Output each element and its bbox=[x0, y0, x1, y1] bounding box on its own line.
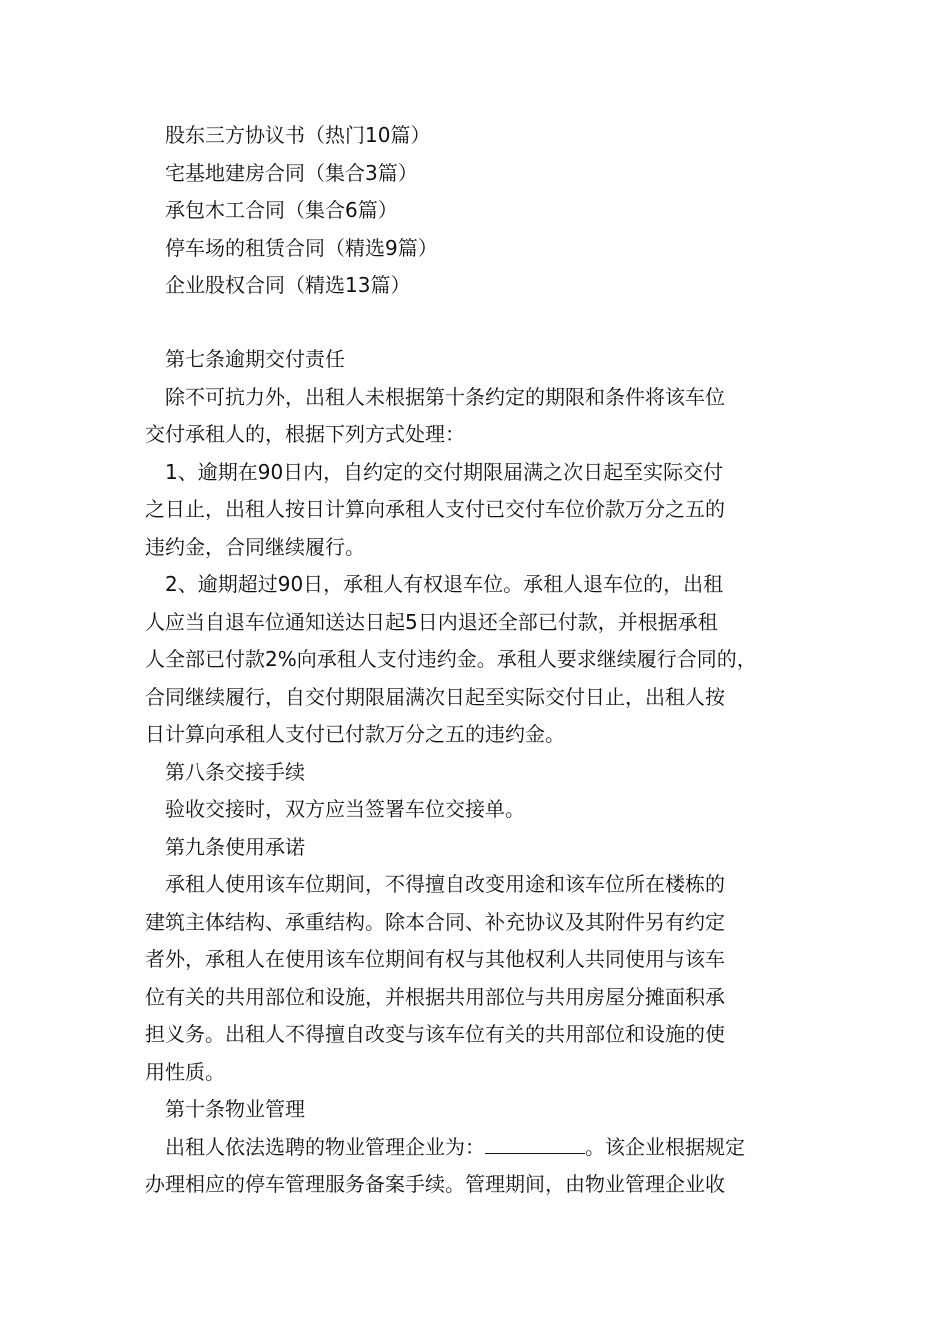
paragraph-line: 位有关的共用部位和设施，并根据共用部位与共用房屋分摊面积承 bbox=[145, 984, 725, 1009]
paragraph-line: 办理相应的停车管理服务备案手续。管理期间，由物业管理企业收 bbox=[145, 1172, 725, 1196]
related-document-link[interactable]: 企业股权合同（精选13篇） bbox=[165, 273, 411, 297]
related-document-link[interactable]: 承包木工合同（集合6篇） bbox=[165, 198, 398, 222]
paragraph-line: 验收交接时，双方应当签署车位交接单。 bbox=[165, 797, 525, 821]
article-heading: 第九条使用承诺 bbox=[165, 834, 305, 859]
fill-in-blank bbox=[485, 1131, 585, 1154]
paragraph-line: 合同继续履行，自交付期限届满次日起至实际交付日止，出租人按 bbox=[145, 684, 725, 709]
clause-text: 出租人依法选聘的物业管理企业为： bbox=[165, 1134, 485, 1159]
clause-text: 。该企业根据规定 bbox=[585, 1134, 745, 1159]
paragraph-line: 承租人使用该车位期间，不得擅自改变用途和该车位所在楼栋的 bbox=[165, 872, 725, 896]
related-document-link[interactable]: 股东三方协议书（热门10篇） bbox=[165, 123, 431, 147]
paragraph-line: 建筑主体结构、承重结构。除本合同、补充协议及其附件另有约定 bbox=[145, 909, 725, 934]
paragraph-line bbox=[145, 1129, 825, 1167]
paragraph-line: 之日止，出租人按日计算向承租人支付已交付车位价款万分之五的 bbox=[145, 497, 725, 521]
related-documents-list bbox=[165, 117, 805, 305]
related-document-link[interactable]: 停车场的租赁合同（精选9篇） bbox=[165, 235, 438, 260]
related-document-link[interactable]: 宅基地建房合同（集合3篇） bbox=[165, 160, 418, 185]
contract-body bbox=[145, 341, 825, 1204]
paragraph-line: 交付承租人的，根据下列方式处理： bbox=[145, 422, 465, 446]
paragraph-line: 人全部已付款2%向承租人支付违约金。承租人要求继续履行合同的， bbox=[145, 647, 757, 671]
paragraph-line: 2、逾期超过90日，承租人有权退车位。承租人退车位的，出租 bbox=[165, 572, 724, 596]
paragraph-line: 日计算向承租人支付已付款万分之五的违约金。 bbox=[145, 722, 565, 746]
paragraph-line: 除不可抗力外，出租人未根据第十条约定的期限和条件将该车位 bbox=[165, 384, 725, 409]
paragraph-line: 者外，承租人在使用该车位期间有权与其他权利人共同使用与该车 bbox=[145, 947, 725, 971]
article-heading: 第十条物业管理 bbox=[165, 1097, 305, 1121]
paragraph-line: 用性质。 bbox=[145, 1059, 225, 1084]
paragraph-line: 违约金，合同继续履行。 bbox=[145, 534, 365, 559]
article-heading: 第八条交接手续 bbox=[165, 759, 305, 784]
paragraph-line: 担义务。出租人不得擅自改变与该车位有关的共用部位和设施的使 bbox=[145, 1022, 725, 1046]
paragraph-line: 1、逾期在90日内，自约定的交付期限届满之次日起至实际交付 bbox=[165, 459, 724, 484]
paragraph-line: 人应当自退车位通知送达日起5日内退还全部已付款，并根据承租 bbox=[145, 609, 718, 634]
article-heading: 第七条逾期交付责任 bbox=[165, 347, 345, 371]
